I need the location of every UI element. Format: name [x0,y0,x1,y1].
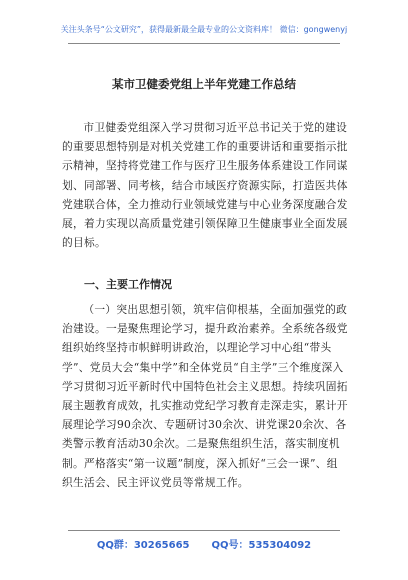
section-paragraph: （一）突出思想引领，筑牢信仰根基，全面加强党的政治建设。一是聚焦理论学习，提升政治素养。全系统各级党组织始终坚持市帜鲜明讲政治，以理论学习中心组“带头学”、党员大会“集中学”和全体党员“自主学”三个维度深入学习贯彻习近平新时代中国特色社会主义思想。持续巩固拓展主题教育成效，扎实推动党纪学习教育走深走实，累计开展理论学习90余次、专题研讨30余次、讲党课20余次、各类警示教育活动30余次。二是聚焦组织生活，落实制度机制。严格落实“第一议题”制度，深入抓好“三会一课”、组织生活会、民主评议党员等常规工作。 [62,303,348,489]
qq-number-text: QQ号：535304092 [211,540,312,551]
header-divider [68,43,340,44]
footer-contact [0,536,408,551]
section-body [62,300,348,492]
intro-paragraph: 市卫健委党组深入学习贯彻习近平总书记关于党的建设的重要思想特别是对机关党建工作的重要讲话和重要指示批示精神，坚持将党建工作与医疗卫生服务体系建设工作同谋划、同部署、同考核，结合市域医疗资源实际，打造医共体党建联合体，全力推动行业领域党建与中心业务深度融合发展，着力实现以高质量党建引领保障卫生健康事业全面发展的目标。 [62,121,348,250]
intro-section [62,118,348,252]
header-notice: 关注头条号“公文研究”，获得最新最全最专业的公文资料库！ 微信：gongwenyj [60,25,348,34]
qq-group-text: QQ群：30265665 [96,540,190,551]
section-heading: 一、主要工作情况 [84,278,172,291]
footer-divider [68,530,340,531]
document-title: 某市卫健委党组上半年党建工作总结 [112,77,296,91]
